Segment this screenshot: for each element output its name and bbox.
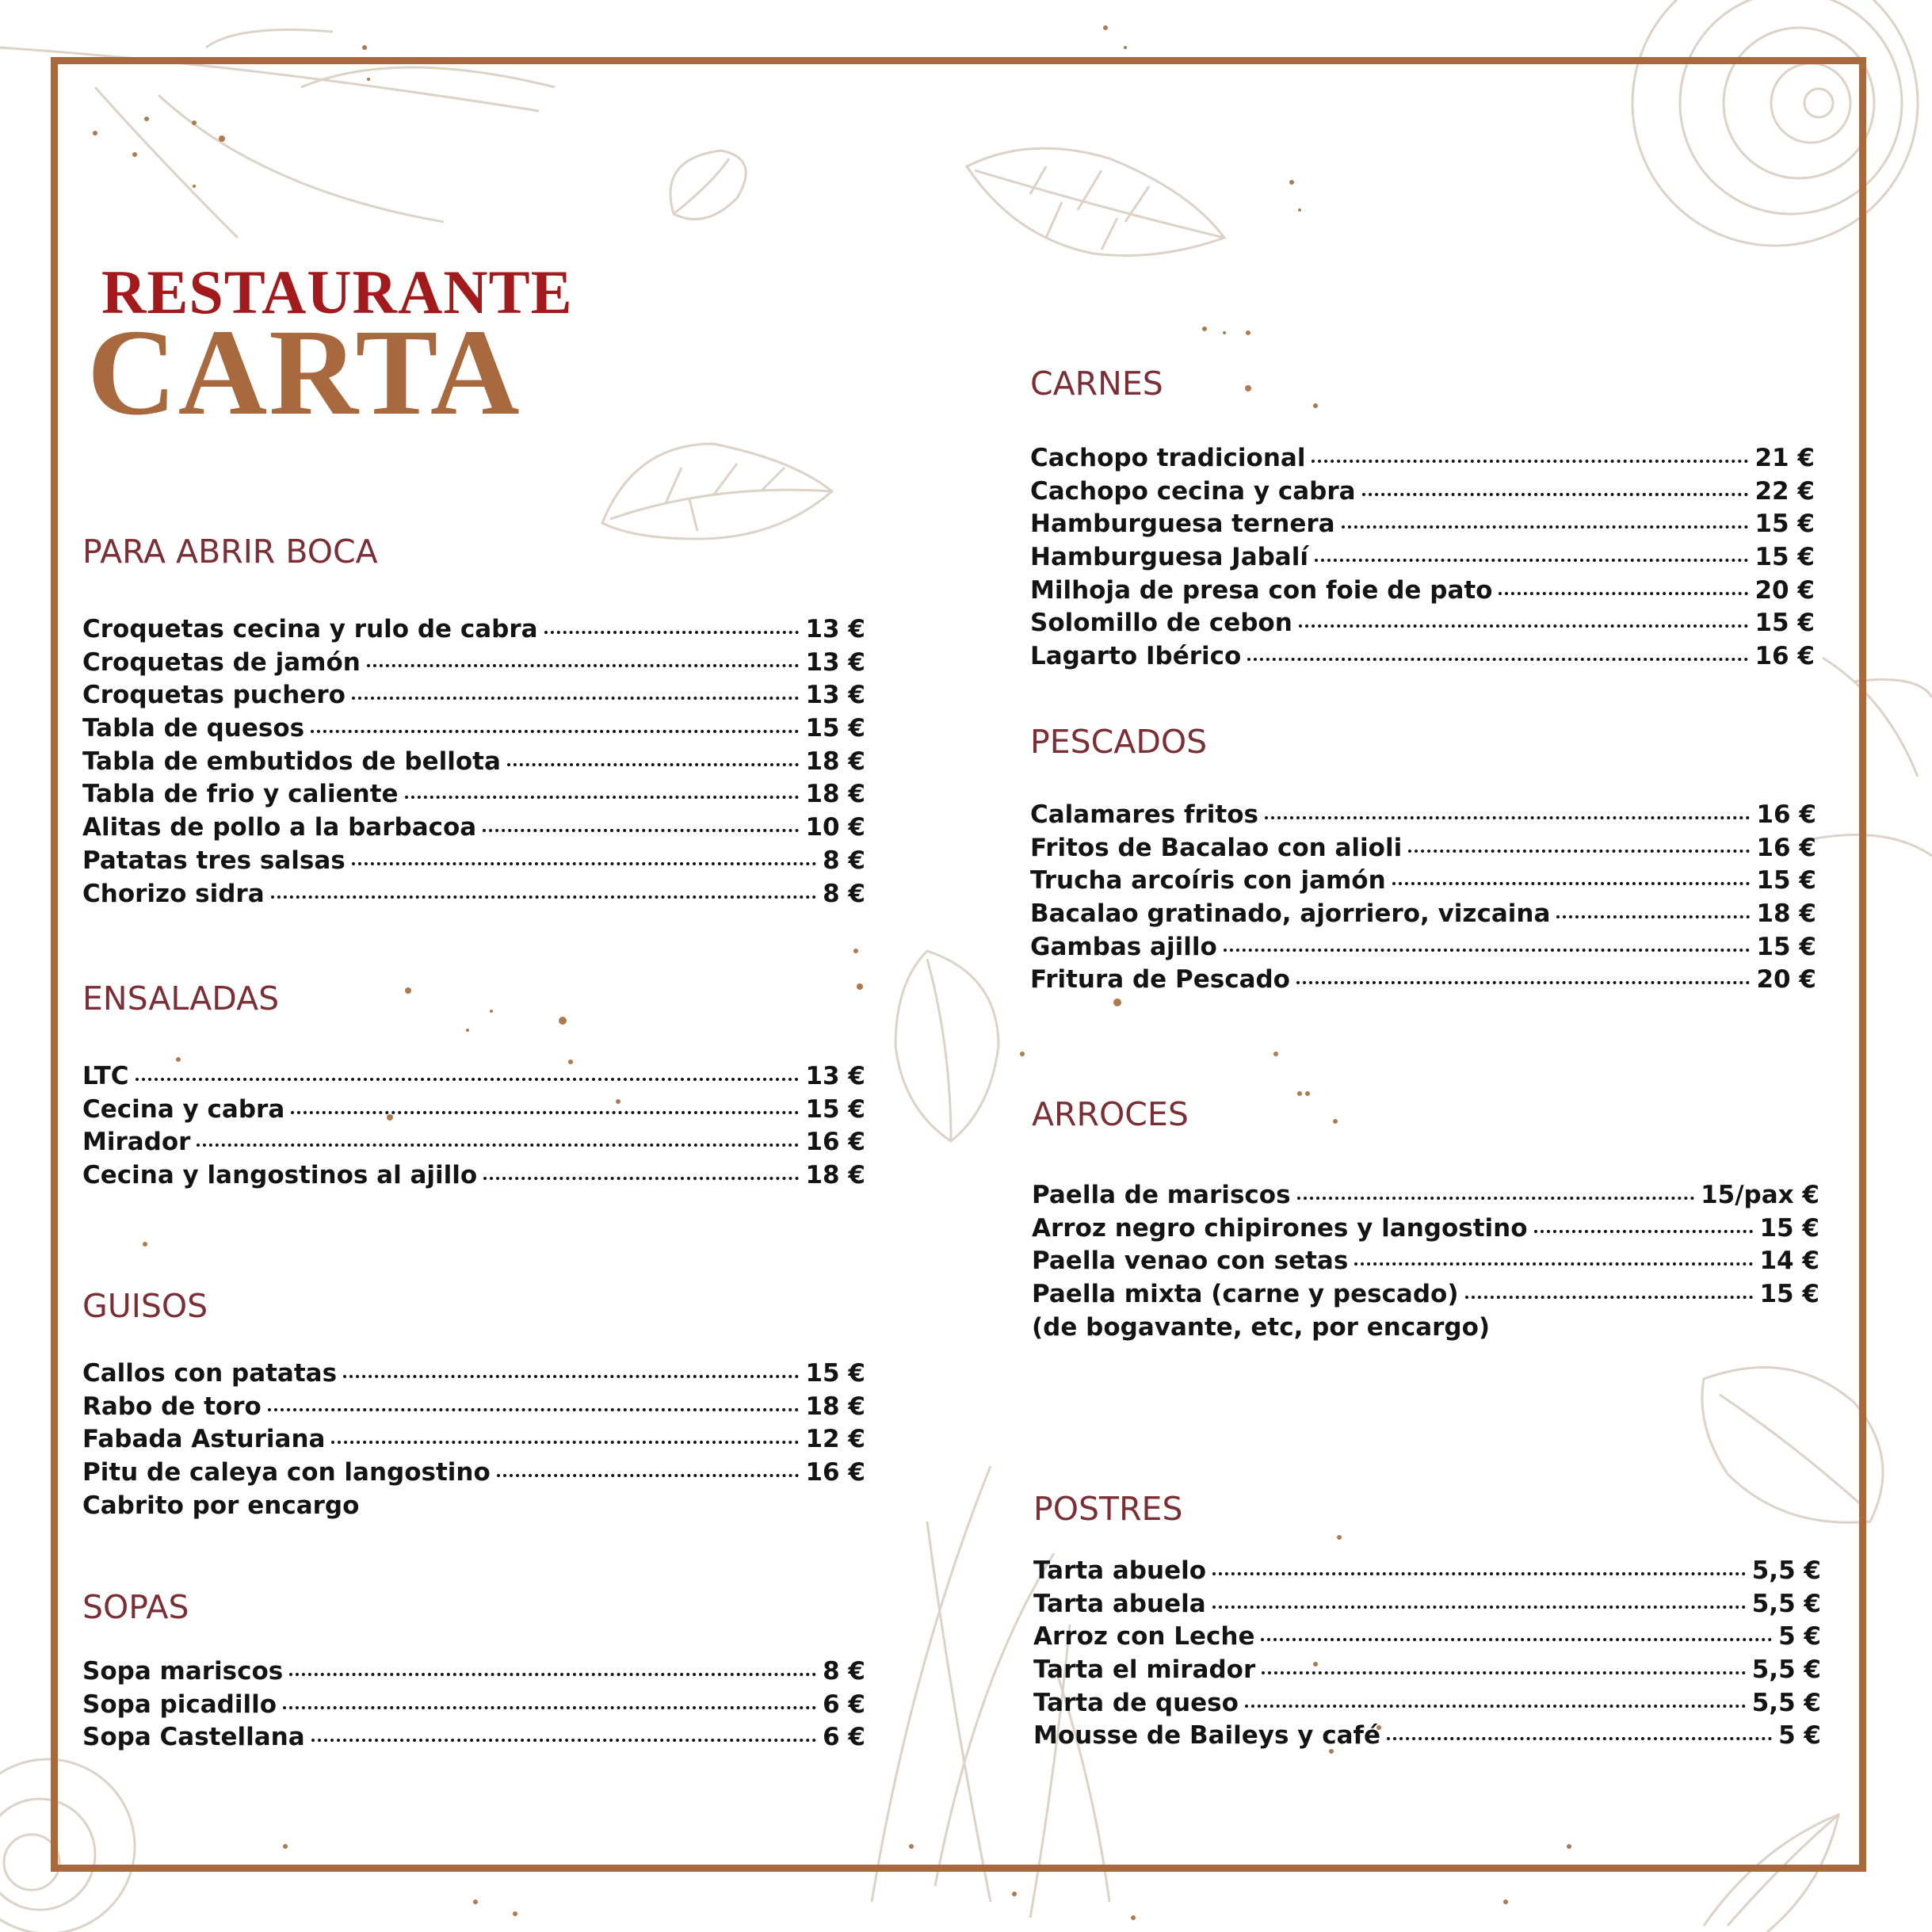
item-name: Hamburguesa ternera <box>1030 510 1335 539</box>
item-price: 15 € <box>1756 866 1816 895</box>
item-price: 18 € <box>805 1392 865 1421</box>
menu-item <box>82 1423 865 1457</box>
dot-leader <box>1262 1671 1745 1674</box>
dot-leader <box>1296 981 1751 984</box>
item-name: Lagarto Ibérico <box>1030 642 1242 671</box>
menu-item <box>1033 1687 1821 1720</box>
menu-item <box>1032 1245 1819 1278</box>
dot-leader <box>1265 816 1751 819</box>
dot-leader <box>1354 1262 1753 1266</box>
item-name: Callos con patatas <box>82 1359 338 1388</box>
dot-leader <box>497 1474 800 1477</box>
item-name: Chorizo sidra <box>82 879 265 908</box>
item-price: 14 € <box>1759 1247 1819 1276</box>
dot-leader <box>483 1177 799 1180</box>
item-name: Solomillo de cebon <box>1030 609 1292 638</box>
dot-leader <box>311 730 799 733</box>
menu-item <box>1030 898 1816 931</box>
menu-item <box>1032 1212 1819 1246</box>
item-name: Patatas tres salsas <box>82 846 346 875</box>
dot-leader <box>1556 915 1750 918</box>
item-price: 15 € <box>1754 543 1815 572</box>
dot-leader <box>352 697 800 700</box>
item-name: Paella de mariscos <box>1032 1181 1291 1209</box>
item-name: Cachopo tradicional <box>1030 444 1306 472</box>
dot-leader <box>283 1706 816 1709</box>
dot-leader <box>1499 592 1748 595</box>
dot-leader <box>367 664 800 667</box>
item-name: Croquetas puchero <box>82 681 346 710</box>
item-price: 15 € <box>1754 609 1815 638</box>
dot-leader <box>1387 1737 1772 1740</box>
item-name: Tarta de queso <box>1033 1688 1239 1717</box>
dot-leader <box>331 1441 799 1444</box>
dot-leader <box>1408 850 1750 853</box>
dot-leader <box>507 763 800 766</box>
item-price: 13 € <box>805 615 865 643</box>
dot-leader <box>1534 1230 1754 1233</box>
menu-item <box>1032 1278 1819 1312</box>
menu-item <box>82 1721 865 1754</box>
item-name: Milhoja de presa con foie de pato <box>1030 575 1493 605</box>
item-name: Paella venao con setas <box>1032 1247 1349 1276</box>
item-price: 20 € <box>1754 575 1815 605</box>
item-name: Mousse de Baileys y café <box>1033 1721 1381 1751</box>
dot-leader <box>1342 525 1749 529</box>
item-price: 16 € <box>805 1458 865 1487</box>
dot-leader <box>1312 460 1748 463</box>
dot-leader <box>1245 1705 1746 1708</box>
item-name: Hamburguesa Jabalí <box>1030 543 1308 572</box>
dot-leader <box>268 1408 800 1411</box>
item-price: 21 € <box>1754 444 1815 472</box>
item-price: 15 € <box>805 714 865 743</box>
dot-leader <box>1299 624 1749 628</box>
menu-item <box>82 1357 865 1391</box>
menu-item <box>82 778 865 811</box>
item-price: 18 € <box>805 1161 865 1190</box>
menu-item <box>1030 575 1815 608</box>
item-name: Alitas de pollo a la barbacoa <box>82 813 477 842</box>
menu-item <box>82 647 865 680</box>
menu-item <box>82 1391 865 1424</box>
item-price: 16 € <box>1754 642 1815 671</box>
dot-leader <box>271 895 816 899</box>
item-price: 8 € <box>823 879 865 908</box>
section-title: ENSALADAS <box>82 979 280 1018</box>
item-name: Tarta abuelo <box>1033 1556 1207 1585</box>
dot-leader <box>483 829 799 832</box>
menu-item <box>1030 475 1815 509</box>
item-name: Tarta el mirador <box>1033 1655 1256 1685</box>
item-price: 5,5 € <box>1751 1655 1821 1685</box>
item-name: Rabo de toro <box>82 1392 262 1421</box>
item-price: 15 € <box>1759 1280 1819 1309</box>
section-title: SOPAS <box>82 1588 189 1626</box>
dot-leader <box>311 1739 816 1742</box>
menu-item <box>1030 640 1815 674</box>
dot-leader <box>197 1144 799 1147</box>
item-name: Cecina y langostinos al ajillo <box>82 1161 478 1190</box>
item-name: Paella mixta (carne y pescado) <box>1032 1280 1459 1309</box>
section-title: CARNES <box>1030 365 1163 403</box>
item-price: 10 € <box>805 813 865 842</box>
item-price: 5,5 € <box>1751 1688 1821 1717</box>
item-price: 15 € <box>805 1359 865 1388</box>
item-name: Fritos de Bacalao con alioli <box>1030 833 1403 862</box>
item-name: Sopa picadillo <box>82 1690 277 1719</box>
item-price: 18 € <box>805 746 865 776</box>
item-price: 13 € <box>805 681 865 710</box>
item-price: 16 € <box>805 1128 865 1157</box>
menu-item <box>1030 832 1816 865</box>
item-price: 6 € <box>823 1690 865 1719</box>
dot-leader <box>289 1673 816 1676</box>
item-price: 8 € <box>823 1657 865 1686</box>
item-price: 15 € <box>805 1094 865 1124</box>
section-title: GUISOS <box>82 1287 208 1325</box>
dot-leader <box>1297 1197 1695 1200</box>
dot-leader <box>1392 882 1751 885</box>
dot-leader <box>544 631 800 634</box>
dot-leader <box>352 862 816 865</box>
menu-item <box>1030 964 1816 997</box>
item-name: Tabla de embutidos de bellota <box>82 746 501 776</box>
item-price: 5 € <box>1778 1721 1821 1751</box>
item-price: 8 € <box>823 846 865 875</box>
dot-leader <box>291 1111 799 1114</box>
menu-item <box>1030 442 1815 475</box>
item-name: Cecina y cabra <box>82 1094 285 1124</box>
item-price: 18 € <box>1756 899 1816 929</box>
section-title: PESCADOS <box>1030 723 1208 761</box>
item-price: 22 € <box>1754 476 1815 506</box>
menu-item <box>82 1457 865 1490</box>
item-name: (de bogavante, etc, por encargo) <box>1032 1312 1491 1342</box>
item-price: 16 € <box>1756 800 1816 829</box>
item-price: 18 € <box>805 780 865 809</box>
item-name: Croquetas cecina y rulo de cabra <box>82 615 538 643</box>
item-name: Croquetas de jamón <box>82 647 361 677</box>
dot-leader <box>1465 1296 1754 1299</box>
item-name: Pitu de caleya con langostino <box>82 1458 491 1487</box>
menu-item <box>1033 1720 1821 1753</box>
menu-item <box>1033 1555 1821 1588</box>
item-name: Tarta abuela <box>1033 1589 1206 1618</box>
menu-item <box>1033 1654 1821 1687</box>
dot-leader <box>1224 949 1751 952</box>
section-title: PARA ABRIR BOCA <box>82 533 378 571</box>
menu-item <box>82 1655 865 1689</box>
dot-leader <box>1261 1638 1772 1641</box>
section-title: ARROCES <box>1032 1095 1189 1133</box>
item-price: 15 € <box>1759 1213 1819 1243</box>
menu-item <box>1030 865 1816 898</box>
menu-item <box>82 1689 865 1722</box>
item-price: 15 € <box>1754 510 1815 539</box>
menu-item <box>1032 1312 1819 1345</box>
restaurant-label: RESTAURANTE <box>101 258 573 326</box>
item-price: 5,5 € <box>1751 1589 1821 1618</box>
menu-item <box>82 746 865 779</box>
item-name: Calamares fritos <box>1030 800 1258 829</box>
item-name: Mirador <box>82 1128 191 1157</box>
item-price: 5 € <box>1778 1622 1821 1651</box>
menu-item <box>1033 1621 1821 1654</box>
menu-item <box>82 679 865 712</box>
item-name: Tabla de frio y caliente <box>82 780 399 809</box>
item-name: Sopa mariscos <box>82 1657 284 1686</box>
item-price: 16 € <box>1756 833 1816 862</box>
item-name: Cachopo cecina y cabra <box>1030 476 1356 506</box>
item-price: 6 € <box>823 1723 865 1752</box>
menu-item <box>1030 508 1815 541</box>
item-name: Arroz negro chipirones y langostino <box>1032 1213 1528 1243</box>
item-name: Trucha arcoíris con jamón <box>1030 866 1386 895</box>
dot-leader <box>1362 493 1749 496</box>
item-price: 13 € <box>805 1062 865 1090</box>
menu-item <box>82 1060 865 1094</box>
menu-item <box>82 1094 865 1127</box>
menu-item <box>82 811 865 845</box>
menu-item <box>82 845 865 878</box>
menu-item <box>1030 541 1815 575</box>
item-name: Fritura de Pescado <box>1030 965 1290 995</box>
menu-item <box>82 613 865 647</box>
menu-item <box>82 712 865 746</box>
dot-leader <box>343 1375 799 1378</box>
item-name: Fabada Asturiana <box>82 1425 326 1454</box>
item-price: 5,5 € <box>1751 1556 1821 1585</box>
item-price: 20 € <box>1756 965 1816 995</box>
item-name: Cabrito por encargo <box>82 1491 360 1520</box>
dot-leader <box>1212 1572 1746 1575</box>
menu-item <box>82 1490 865 1523</box>
dot-leader <box>136 1078 800 1081</box>
menu-item <box>82 1159 865 1193</box>
menu-item <box>1030 799 1816 832</box>
menu-item <box>1033 1588 1821 1621</box>
section-title: POSTRES <box>1033 1490 1183 1528</box>
menu-item <box>1030 931 1816 964</box>
menu-item <box>82 1126 865 1159</box>
dot-leader <box>1212 1606 1746 1609</box>
item-name: Arroz con Leche <box>1033 1622 1255 1651</box>
item-price: 13 € <box>805 647 865 677</box>
dot-leader <box>405 796 800 799</box>
menu-item <box>1030 607 1815 640</box>
item-name: Sopa Castellana <box>82 1723 305 1752</box>
dot-leader <box>1247 658 1748 661</box>
menu-item <box>82 878 865 911</box>
item-name: LTC <box>82 1062 129 1090</box>
item-price: 15/pax € <box>1701 1181 1819 1209</box>
item-price: 15 € <box>1756 932 1816 961</box>
dot-leader <box>1315 559 1749 562</box>
item-name: Gambas ajillo <box>1030 932 1217 961</box>
menu-title: CARTA <box>87 304 521 441</box>
item-price: 12 € <box>805 1425 865 1454</box>
menu-item <box>1032 1179 1819 1212</box>
item-name: Tabla de quesos <box>82 714 305 743</box>
item-name: Bacalao gratinado, ajorriero, vizcaina <box>1030 899 1551 929</box>
